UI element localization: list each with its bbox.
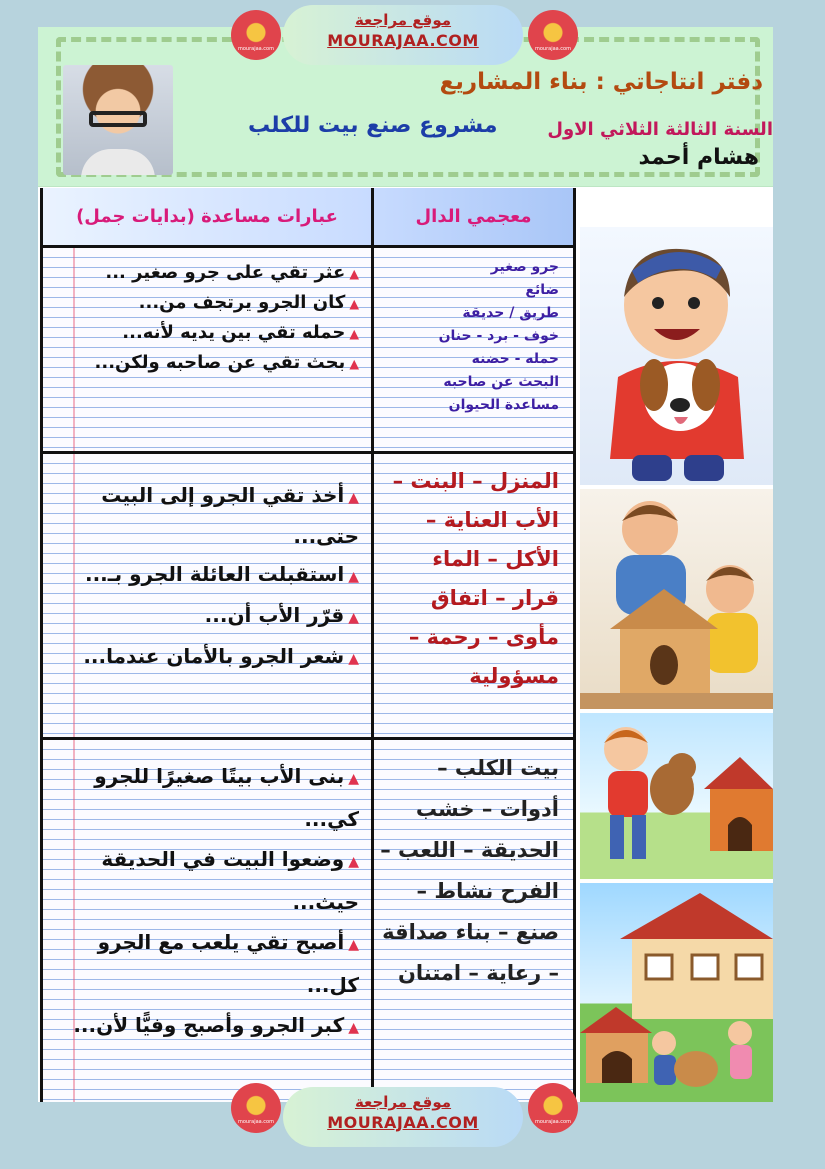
vocab-item: خوف - برد - حنان (438, 328, 559, 344)
triangle-bullet-icon: ▲ (348, 854, 359, 870)
phrase-item: ▲قرّر الأب أن... (204, 603, 359, 627)
site-name-arabic[interactable]: موقع مراجعة (354, 11, 452, 29)
phrase-item: ▲بحث تقي عن صاحبه ولكن... (94, 352, 359, 373)
vocab-item: جرو صغير (490, 259, 559, 275)
site-name-arabic[interactable]: موقع مراجعة (354, 1093, 452, 1111)
glasses-shape (89, 111, 147, 127)
vocab-item: ضائع (525, 282, 559, 298)
boy-with-dog-and-doghouse-illustration (580, 713, 773, 879)
worksheet (38, 27, 773, 1102)
vocab-column-header: معجمي الدال (415, 206, 532, 227)
grade-level: السنة الثالثة الثلاثي الاول (547, 119, 773, 140)
illustrations-column (580, 227, 773, 1102)
triangle-bullet-icon: ▲ (349, 356, 359, 371)
phrase-item: ▲شعر الجرو بالأمان عندما... (83, 644, 359, 668)
project-title: مشروع صنع بيت للكلب (248, 113, 498, 138)
family-house-with-doghouse-illustration (580, 883, 773, 1102)
table-row (43, 740, 573, 1102)
triangle-bullet-icon: ▲ (348, 569, 359, 585)
triangle-bullet-icon: ▲ (348, 610, 359, 626)
vocab-item: طريق / حديقة (462, 305, 559, 321)
site-url[interactable]: MOURAJAA.COM (327, 31, 479, 50)
phrases-column-header: عبارات مساعدة (بدايات جمل) (76, 206, 338, 227)
shirt-shape (81, 149, 155, 175)
table-header-row (43, 188, 573, 248)
author-name: هشام أحمد (638, 145, 759, 170)
triangle-bullet-icon: ▲ (348, 771, 359, 787)
phrase-item: ▲أخذ تقي الجرو إلى البيت حتى... (101, 483, 359, 548)
phrase-item: ▲وضعوا البيت في الحديقة حيث... (101, 847, 359, 914)
triangle-bullet-icon: ▲ (349, 296, 359, 311)
table-row (43, 248, 573, 454)
boy-photo (63, 65, 173, 175)
triangle-bullet-icon: ▲ (348, 651, 359, 667)
phrase-item: ▲استقبلت العائلة الجرو بـ... (84, 562, 359, 586)
vocab-cell (374, 248, 573, 451)
site-watermark-badge[interactable] (283, 1087, 523, 1147)
site-url[interactable]: MOURAJAA.COM (327, 1113, 479, 1132)
vocab-item: حمله - حضنه (471, 351, 559, 367)
phrases-cell (43, 248, 371, 451)
phrase-item: ▲بنى الأب بيتًا صغيرًا للجرو كي... (94, 764, 359, 831)
site-logo-icon: mourajaa.com (231, 1083, 281, 1133)
notebook-title: دفتر انتاجاتي : بناء المشاريع (439, 69, 763, 95)
vocab-cell: بيت الكلب – أدوات – خشب الحديقة – اللعب – الفرح نشاط – صنع – بناء صداقة – رعاية – امتنان (380, 756, 559, 985)
triangle-bullet-icon: ▲ (349, 326, 359, 341)
vocabulary-table (40, 188, 576, 1102)
phrase-item: ▲كان الجرو يرتجف من... (138, 292, 359, 313)
phrase-item: ▲كبر الجرو وأصبح وفيًّا لأن... (73, 1013, 359, 1037)
site-watermark-badge[interactable] (283, 5, 523, 65)
triangle-bullet-icon: ▲ (348, 490, 359, 506)
vocab-cell: المنزل – البنت – الأب العناية – الأكل – الماء قرار – اتفاق مأوى – رحمة – مسؤولية (392, 469, 559, 688)
triangle-bullet-icon: ▲ (348, 937, 359, 953)
phrases-cell (43, 454, 371, 737)
triangle-bullet-icon: ▲ (349, 266, 359, 281)
phrase-item: ▲أصبح تقي يلعب مع الجرو كل... (97, 930, 359, 997)
vocab-item: مساعدة الحيوان (448, 397, 559, 413)
vocab-item: البحث عن صاحبه (443, 374, 559, 390)
site-logo-icon: mourajaa.com (231, 10, 281, 60)
phrase-item: ▲حمله تقي بين يديه لأنه... (122, 322, 359, 343)
site-logo-icon: mourajaa.com (528, 10, 578, 60)
boy-hugging-dog-illustration (580, 227, 773, 485)
phrases-cell (43, 740, 371, 1102)
site-logo-icon: mourajaa.com (528, 1083, 578, 1133)
phrase-item: ▲عثر تقي على جرو صغير ... (105, 262, 359, 283)
father-son-building-doghouse-illustration (580, 489, 773, 709)
table-row (43, 454, 573, 740)
column-divider (371, 188, 374, 1102)
triangle-bullet-icon: ▲ (348, 1020, 359, 1036)
